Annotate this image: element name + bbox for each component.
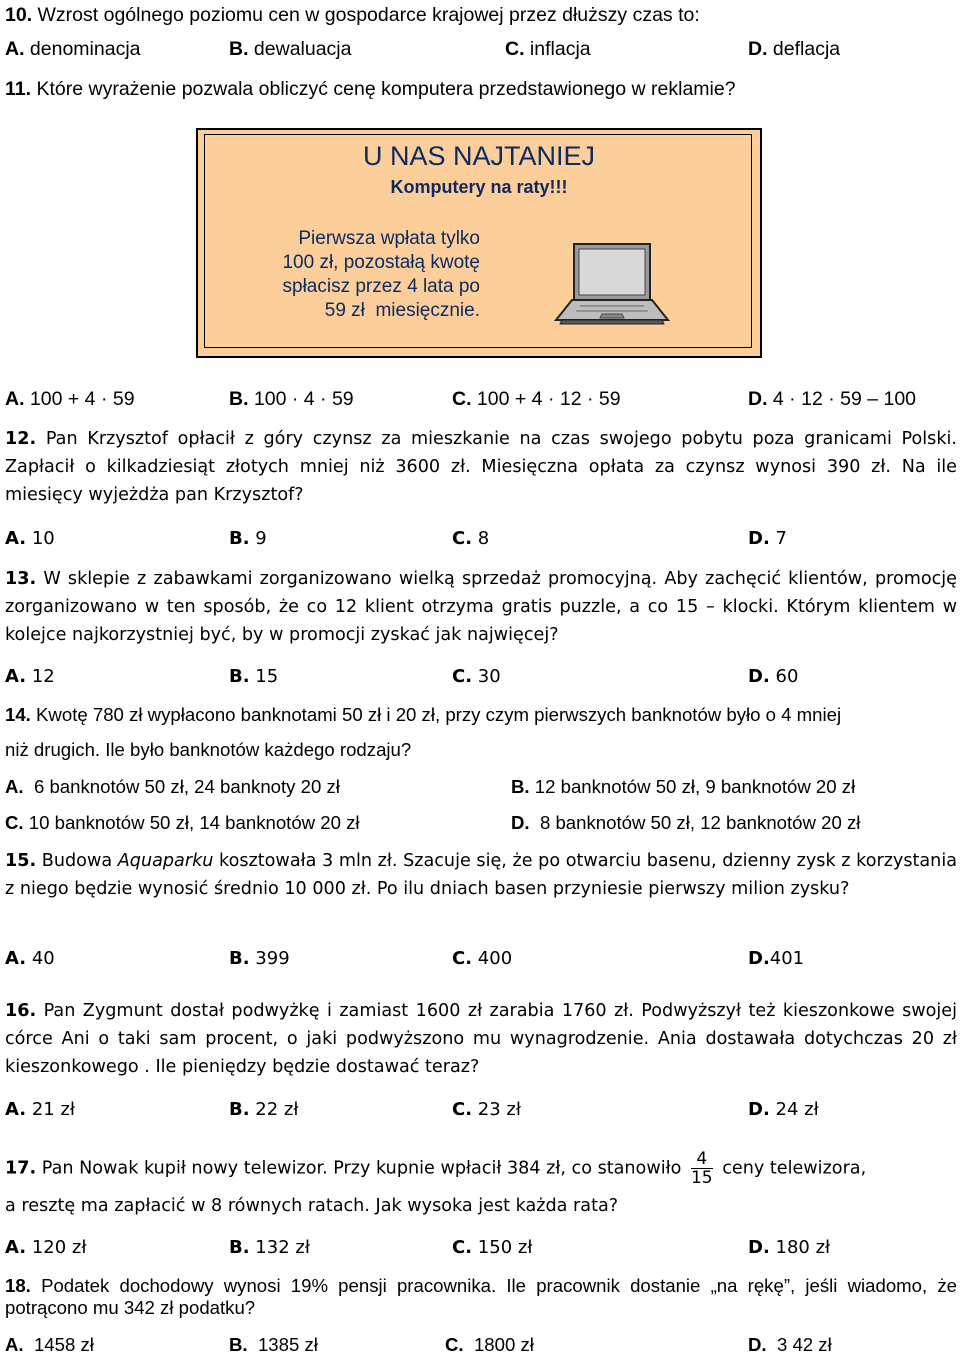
question-number: 13. (5, 569, 37, 589)
laptop-icon (552, 240, 672, 326)
option-d[interactable]: D. 4 · 12 · 59 – 100 (748, 388, 917, 410)
question-14-line2: niż drugich. Ile było banknotów każdego rodzaju? (5, 739, 412, 760)
option-b[interactable]: B. 22 zł (229, 1099, 299, 1120)
ad-subtitle: Komputery na raty!!! (390, 177, 568, 197)
option-b[interactable]: B. 15 (229, 666, 279, 687)
option-a[interactable]: A. 21 zł (5, 1099, 76, 1120)
option-a[interactable]: A. 120 zł (5, 1237, 87, 1258)
question-number: 14. (5, 704, 31, 725)
option-a[interactable]: A. 6 banknotów 50 zł, 24 banknoty 20 zł (5, 776, 340, 797)
answer-row (5, 525, 955, 553)
option-a[interactable]: A. 12 (5, 666, 55, 687)
option-c[interactable]: C. 8 (452, 528, 490, 549)
question-text: Wzrost ogólnego poziomu cen w gospodarce krajowej przez dłuższy czas to: (37, 4, 700, 26)
option-b[interactable]: B. 100 · 4 · 59 (229, 388, 354, 410)
option-c[interactable]: C. 150 zł (452, 1237, 533, 1258)
question-text: Pan Krzysztof opłacił z góry czynsz za mieszkanie na czas swojego pobytu poza granicami Polski. Zapłacił o kilkadziesiąt złotych mniej niż 3600 zł. Miesięczna opłata za czynsz wynosi 390 zł. Na ile miesięcy wyjeżdża pan Krzysztof? (5, 429, 958, 505)
option-d[interactable]: D. 24 zł (748, 1099, 819, 1120)
question-text: Podatek dochodowy wynosi 19% pensji pracownika. Ile pracownik dostanie „na rękę”, jeśli wiadomo, że potrącono mu 342 zł podatku? (5, 1275, 958, 1318)
option-c[interactable]: C. 23 zł (452, 1099, 521, 1120)
answer-row (5, 1096, 955, 1124)
option-b[interactable]: B. 399 (229, 948, 290, 969)
question-11 (5, 77, 736, 101)
question-17: 17. Pan Nowak kupił nowy telewizor. Przy kupnie wpłacił 384 zł, co stanowiło $\frac{4}{15}$ ceny telewizora, (5, 1149, 867, 1188)
option-b[interactable]: B. 132 zł (229, 1237, 310, 1258)
option-d[interactable]: D. 3 42 zł (748, 1334, 832, 1355)
question-number: 18. (5, 1275, 31, 1296)
answer-row (5, 663, 955, 691)
option-c[interactable]: C. 400 (452, 948, 513, 969)
question-17-line2: a resztę ma zapłacić w 8 równych ratach. Jak wysoka jest każda rata? (5, 1196, 619, 1216)
option-d[interactable]: D. 180 zł (748, 1237, 831, 1258)
question-16 (5, 997, 957, 1081)
question-number: 17. (5, 1158, 37, 1179)
option-c[interactable]: C. inflacja (505, 38, 591, 60)
answer-row (5, 387, 955, 415)
question-18 (5, 1275, 957, 1319)
option-c[interactable]: C. 30 (452, 666, 501, 687)
question-10 (5, 3, 700, 27)
option-d[interactable]: D.401 (748, 948, 805, 969)
option-a[interactable]: A. 10 (5, 528, 55, 549)
question-number: 15. (5, 851, 37, 871)
option-a[interactable]: A. denominacja (5, 38, 141, 60)
option-b[interactable]: B. dewaluacja (229, 38, 352, 60)
question-12 (5, 425, 957, 509)
question-number: 16. (5, 1001, 37, 1021)
option-c[interactable]: C. 100 + 4 · 12 · 59 (452, 388, 621, 410)
question-number: 11. (5, 78, 32, 100)
question-14 (5, 703, 841, 727)
answer-row (5, 1234, 955, 1262)
option-c[interactable]: C. 1800 zł (445, 1334, 534, 1355)
question-text: Kwotę 780 zł wypłacono banknotami 50 zł i 20 zł, przy czym pierwszych banknotów było o 4 mniej (36, 704, 842, 725)
option-d[interactable]: D. 7 (748, 528, 787, 549)
answer-row (5, 945, 955, 973)
ad-title: U NAS NAJTANIEJ (362, 141, 596, 171)
answer-row (5, 775, 955, 803)
option-b[interactable]: B. 9 (229, 528, 267, 549)
option-a[interactable]: A. 100 + 4 · 59 (5, 388, 135, 410)
option-b[interactable]: B. 1385 zł (229, 1334, 318, 1355)
answer-row (5, 37, 955, 65)
question-13 (5, 565, 957, 649)
option-a[interactable]: A. 1458 zł (5, 1334, 94, 1355)
option-d[interactable]: D. deflacja (748, 38, 841, 60)
question-number: 10. (5, 4, 33, 26)
option-b[interactable]: B. 12 banknotów 50 zł, 9 banknotów 20 zł (511, 776, 856, 797)
question-text: Które wyrażenie pozwala obliczyć cenę komputera przedstawionego w reklamie? (36, 78, 736, 100)
answer-row (5, 811, 955, 839)
option-d[interactable]: D. 8 banknotów 50 zł, 12 banknotów 20 zł (511, 812, 861, 833)
answer-row (5, 1333, 955, 1361)
fraction: $\frac{4}{15}$ (690, 1149, 713, 1188)
question-number: 12. (5, 429, 37, 449)
question-text: Pan Zygmunt dostał podwyżkę i zamiast 1600 zł zarabia 1760 zł. Podwyższył też kieszonkowe swojej córce Ani o taki sam procent, o jaki podwyższono mu wynagrodzenie. Ania dostawała dotychczas 20 zł kieszonkowego . Ile pieniędzy będzie dostawać teraz? (5, 1001, 957, 1077)
option-d[interactable]: D. 60 (748, 666, 799, 687)
option-a[interactable]: A. 40 (5, 948, 55, 969)
option-c[interactable]: C. 10 banknotów 50 zł, 14 banknotów 20 zł (5, 812, 360, 833)
question-text: W sklepie z zabawkami zorganizowano wielką sprzedaż promocyjną. Aby zachęcić klientów, promocję zorganizowano w ten sposób, że co 12 klient otrzyma gratis puzzle, a co 15 – klocki. Którym klientem w kolejce najkorzystniej być, by w promocji zyskać jak najwięcej? (5, 569, 958, 645)
question-15: 15. Budowa Aquaparku kosztowała 3 mln zł. Szacuje się, że po otwarciu basenu, dzienny zysk z korzystania z niego będzie wynosić średnio 10 000 zł. Po ilu dniach basen przyniesie pierwszy milion zysku? (5, 851, 958, 899)
ad-text: Pierwsza wpłata tylko 100 zł, pozostałą kwotę spłacisz przez 4 lata po 59 zł miesięcznie. (282, 228, 480, 321)
